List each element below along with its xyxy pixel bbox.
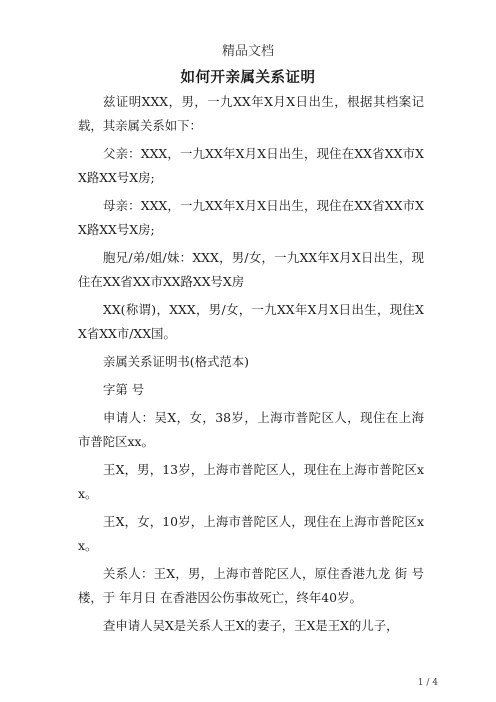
paragraph-mother: 母亲：XXX，一九XX年X月X日出生，现住在XX省XX市XX路XX号X房; [78,198,424,237]
paragraph-son: 王X，男，13岁，上海市普陀区人，现住在上海市普陀区xx。 [78,462,424,501]
paragraph-relative: XX(称谓)，XXX，男/女，一九XX年X月X日出生，现住XX省XX市/XX国。 [78,302,424,341]
paragraph-doc-number: 字第 号 [103,382,145,397]
paragraph-siblings: 胞兄/弟/姐/妹：XXX，男/女，一九XX年X月X日出生，现住在XX省XX市XX路XX号X房 [78,250,424,289]
page-header: 精品文档 [221,44,274,59]
paragraph-intro: 兹证明XXX，男，一九XX年X月X日出生，根据其档案记载，其亲属关系如下： [78,94,424,133]
paragraph-verification: 查申请人吴X是关系人王X的妻子，王X是王X的儿子， [103,618,399,633]
paragraph-father: 父亲：XXX，一九XX年X月X日出生，现住在XX省XX市XX路XX号X房; [78,146,424,185]
paragraph-daughter: 王X，女，10岁，上海市普陀区人，现住在上海市普陀区xx。 [78,514,424,553]
paragraph-applicant: 申请人：吴X，女，38岁，上海市普陀区人，现住在上海市普陀区xx。 [78,410,424,449]
paragraph-related-person: 关系人：王X，男，上海市普陀区人，原住香港九龙 街 号楼，于 年月日 在香港因公伤事故死亡，终年40岁。 [78,566,424,605]
document-body [78,90,424,642]
page-number: 1 / 4 [417,678,438,688]
document-title: 如何开亲属关系证明 [180,69,316,86]
paragraph-template-title: 亲属关系证明书(格式范本) [103,354,249,369]
